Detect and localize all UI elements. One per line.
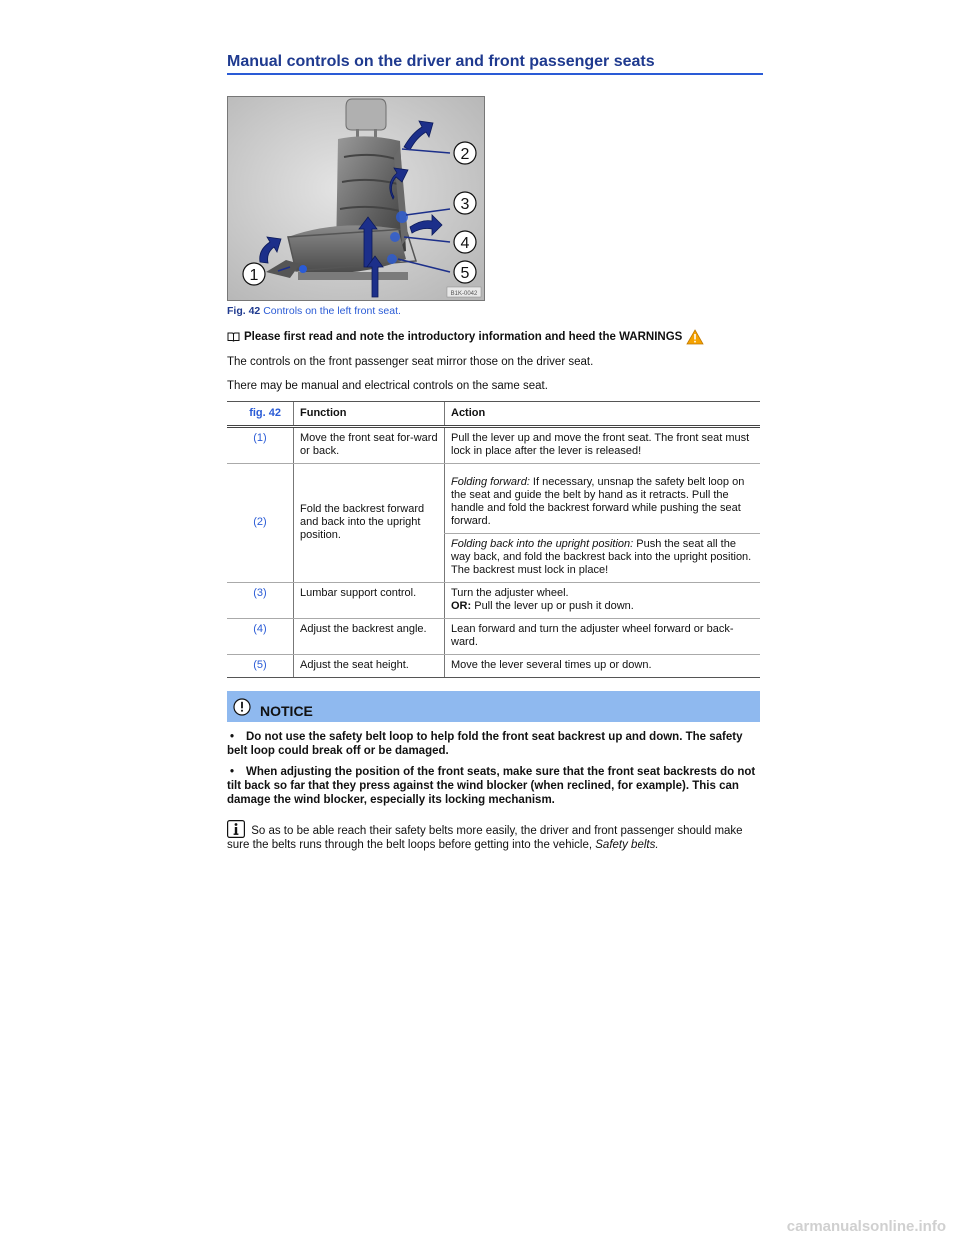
note-text: So as to be able reach their safety belts more easily, the driver and front passenger should make sure the belts runs through the belt loops before getting into the vehicle, xyxy=(227,825,743,851)
action-label: Folding forward: xyxy=(451,476,530,488)
action-label: Folding back into the upright position: xyxy=(451,538,634,550)
exclamation-circle-icon xyxy=(233,698,251,716)
row-action-folding-forward xyxy=(445,464,761,534)
row-ref: (2) xyxy=(227,464,294,583)
row-function: Adjust the backrest angle. xyxy=(294,619,445,655)
row-action: Lean forward and turn the adjuster wheel forward or back-ward. xyxy=(445,619,761,655)
info-note xyxy=(227,820,762,852)
warning-instruction: Please first read and note the introductory information and heed the WARNINGS xyxy=(244,331,683,343)
book-icon xyxy=(227,332,240,342)
figure-code: B1K-0042 xyxy=(450,291,478,297)
controls-table xyxy=(227,401,760,678)
table-row xyxy=(227,427,760,464)
figure-number: Fig. 42 xyxy=(227,305,261,317)
action-text: Push the seat all the way back, and fold the backrest back into the upright position. The backrest must lock in place! xyxy=(451,538,752,576)
intro-section xyxy=(227,329,767,403)
row-action xyxy=(445,583,761,619)
action-text: Pull the lever up or push it down. xyxy=(471,600,634,612)
header-action: Action xyxy=(445,402,761,427)
watermark-footer: carmanualsonline.info xyxy=(786,1218,946,1235)
table-header-row xyxy=(227,402,760,427)
action-or: OR: xyxy=(451,600,472,612)
row-function: Fold the backrest forward and back into the upright position. xyxy=(294,464,445,583)
callout-4: 4 xyxy=(460,235,470,252)
seat-illustration xyxy=(228,97,484,300)
notice-item xyxy=(227,730,762,758)
figure-caption-text: Controls on the left front seat. xyxy=(263,305,401,317)
row-ref: (3) xyxy=(227,583,294,619)
info-icon xyxy=(227,820,245,838)
intro-line-2: There may be manual and electrical controls on the same seat. xyxy=(227,380,548,392)
bullet-icon: • xyxy=(230,766,235,778)
header-function: Function xyxy=(294,402,445,427)
row-action-folding-back xyxy=(445,534,761,583)
safety-belts-link[interactable]: Safety belts. xyxy=(595,839,659,851)
notice-item-text: Do not use the safety belt loop to help fold the front seat backrest up and down. The safety belt loop could break off or be damaged. xyxy=(227,731,743,757)
seat-controls-figure xyxy=(227,96,485,301)
row-ref: (5) xyxy=(227,655,294,678)
callout-3: 3 xyxy=(460,196,470,213)
intro-line-1: The controls on the front passenger seat mirror those on the driver seat. xyxy=(227,356,594,368)
page-title: Manual controls on the driver and front passenger seats xyxy=(227,53,763,75)
row-ref: (4) xyxy=(227,619,294,655)
notice-list xyxy=(227,730,762,814)
action-text: If necessary, unsnap the safety belt loop on the seat and guide the belt by hand as it retracts. Pull the handle and fold the backrest forward while pushing the seat forward. xyxy=(451,476,745,527)
row-action: Pull the lever up and move the front seat. The front seat must lock in place after the lever is released! xyxy=(445,427,761,464)
table-row xyxy=(227,655,760,678)
row-ref: (1) xyxy=(227,427,294,464)
bullet-icon: • xyxy=(230,731,235,743)
notice-heading: NOTICE xyxy=(260,702,313,719)
table-row xyxy=(227,583,760,619)
row-function: Move the front seat for-ward or back. xyxy=(294,427,445,464)
notice-header xyxy=(227,691,760,722)
warning-icon xyxy=(686,329,704,345)
action-text: Turn the adjuster wheel. xyxy=(451,587,569,599)
table-row xyxy=(227,619,760,655)
notice-item xyxy=(227,765,762,807)
callout-2: 2 xyxy=(460,146,470,163)
row-function: Adjust the seat height. xyxy=(294,655,445,678)
callout-5: 5 xyxy=(460,265,470,282)
figure-caption xyxy=(227,305,401,317)
row-function: Lumbar support control. xyxy=(294,583,445,619)
notice-item-text: When adjusting the position of the front seats, make sure that the front seat backrests do not tilt back so far that they press against the wind blocker (when reclined, for example). This can damage the wind blocker, especially its locking mechanism. xyxy=(227,766,756,806)
callout-1: 1 xyxy=(249,267,259,284)
table-row xyxy=(227,464,760,534)
header-fig: fig. 42 xyxy=(227,402,294,427)
row-action: Move the lever several times up or down. xyxy=(445,655,761,678)
